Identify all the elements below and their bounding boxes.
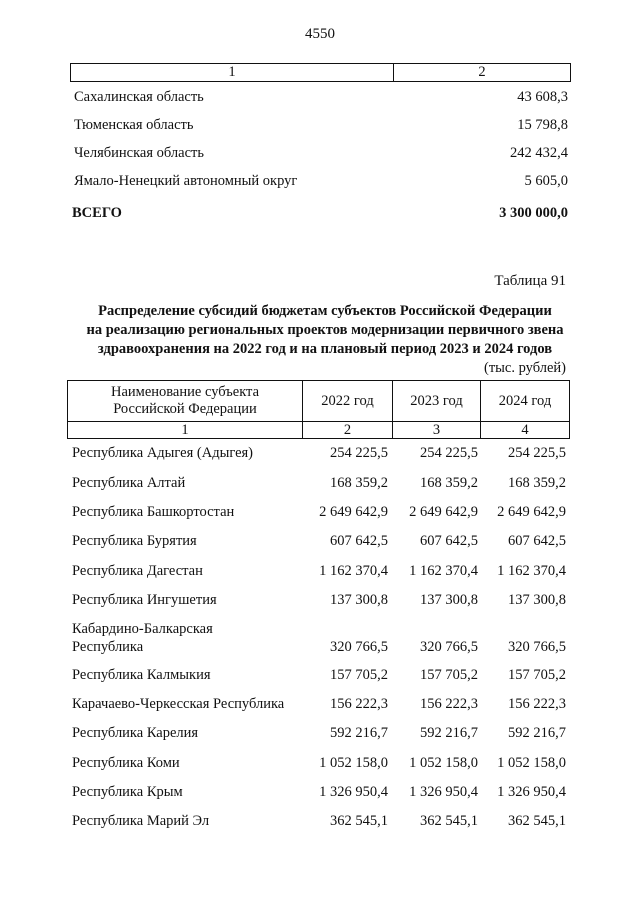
- value-2024: 592 216,7: [508, 725, 566, 741]
- amount: 5 605,0: [524, 173, 568, 189]
- region-name: Республика Адыгея (Адыгея): [72, 445, 254, 461]
- value-2023: 156 222,3: [420, 696, 478, 712]
- region-name: Республика Крым: [72, 784, 183, 800]
- header-2023: 2023 год: [393, 381, 481, 421]
- region-name: Республика Башкортостан: [72, 504, 235, 520]
- header-2022: 2022 год: [303, 381, 393, 421]
- col-number-3: 3: [393, 421, 481, 438]
- region-name: Республика Марий Эл: [72, 813, 210, 829]
- value-2024: 2 649 642,9: [497, 504, 566, 520]
- header-line: Российской Федерации: [113, 401, 257, 417]
- value-2023: 362 545,1: [420, 813, 478, 829]
- value-2023: 607 642,5: [420, 533, 478, 549]
- prev-table-col-2: 2: [478, 64, 486, 80]
- value-2022: 156 222,3: [330, 696, 388, 712]
- value-2024: 1 052 158,0: [497, 755, 566, 771]
- value-2023: 168 359,2: [420, 475, 478, 491]
- prev-table-col-1: 1: [71, 64, 394, 81]
- region-name: Тюменская область: [74, 117, 194, 133]
- page-number: 4550: [305, 26, 335, 42]
- value-2022: 320 766,5: [330, 639, 388, 655]
- value-2023: 254 225,5: [420, 445, 478, 461]
- value-2024: 156 222,3: [508, 696, 566, 712]
- value-2022: 137 300,8: [330, 592, 388, 608]
- table-row: [72, 620, 568, 658]
- total-label: ВСЕГО: [72, 205, 122, 221]
- prev-table-row: [74, 116, 568, 134]
- value-2023: 157 705,2: [420, 667, 478, 683]
- table-title-line: Распределение субсидий бюджетам субъектов Российской Федерации: [98, 303, 552, 319]
- units-note: (тыс. рублей): [484, 360, 566, 376]
- value-2023: 1 052 158,0: [409, 755, 478, 771]
- region-name: Республика Бурятия: [72, 533, 197, 549]
- value-2024: 168 359,2: [508, 475, 566, 491]
- col-number-2: 2: [303, 421, 393, 438]
- value-2022: 1 326 950,4: [319, 784, 388, 800]
- value-2024: 1 162 370,4: [497, 563, 566, 579]
- value-2022: 157 705,2: [330, 667, 388, 683]
- value-2022: 168 359,2: [330, 475, 388, 491]
- value-2023: 2 649 642,9: [409, 504, 478, 520]
- value-2023: 592 216,7: [420, 725, 478, 741]
- value-2022: 254 225,5: [330, 445, 388, 461]
- prev-table-total-row: [72, 204, 568, 222]
- region-name: Сахалинская область: [74, 89, 204, 105]
- prev-table-row: [74, 172, 568, 190]
- region-name: Республика Алтай: [72, 475, 186, 491]
- table91-header: [67, 380, 570, 439]
- amount: 43 608,3: [517, 89, 568, 105]
- value-2024: 254 225,5: [508, 445, 566, 461]
- header-line: Наименование субъекта: [110, 384, 260, 400]
- table-title-line: на реализацию региональных проектов модернизации первичного звена: [86, 322, 564, 338]
- value-2023: 1 162 370,4: [409, 563, 478, 579]
- region-name: Республика Коми: [72, 755, 180, 771]
- value-2024: 1 326 950,4: [497, 784, 566, 800]
- region-name: Карачаево-Черкесская Республика: [72, 696, 285, 712]
- prev-table-row: [74, 88, 568, 106]
- value-2022: 362 545,1: [330, 813, 388, 829]
- value-2023: 1 326 950,4: [409, 784, 478, 800]
- value-2024: 320 766,5: [508, 639, 566, 655]
- value-2022: 592 216,7: [330, 725, 388, 741]
- amount: 242 432,4: [510, 145, 568, 161]
- region-name: Республика Карелия: [72, 725, 199, 741]
- value-2023: 320 766,5: [420, 639, 478, 655]
- header-region-name: [68, 381, 303, 421]
- region-name: [72, 620, 302, 656]
- value-2022: 1 052 158,0: [319, 755, 388, 771]
- prev-table-header: [70, 63, 571, 82]
- region-name-line: Кабардино-Балкарская: [72, 621, 213, 637]
- value-2023: 137 300,8: [420, 592, 478, 608]
- prev-table-row: [74, 144, 568, 162]
- value-2024: 362 545,1: [508, 813, 566, 829]
- value-2024: 137 300,8: [508, 592, 566, 608]
- value-2024: 157 705,2: [508, 667, 566, 683]
- header-2024: 2024 год: [498, 392, 552, 409]
- amount: 15 798,8: [517, 117, 568, 133]
- value-2022: 2 649 642,9: [319, 504, 388, 520]
- col-number-1: 1: [68, 421, 303, 438]
- table-title: [40, 302, 610, 359]
- region-name-line: Республика: [72, 639, 144, 655]
- total-amount: 3 300 000,0: [499, 205, 568, 221]
- value-2022: 607 642,5: [330, 533, 388, 549]
- value-2022: 1 162 370,4: [319, 563, 388, 579]
- table-label: Таблица 91: [494, 273, 566, 289]
- table-title-line: здравоохранения на 2022 год и на плановый период 2023 и 2024 годов: [97, 341, 553, 357]
- col-number-4: 4: [481, 421, 569, 438]
- value-2024: 607 642,5: [508, 533, 566, 549]
- region-name: Республика Дагестан: [72, 563, 203, 579]
- region-name: Челябинская область: [74, 145, 204, 161]
- region-name: Республика Калмыкия: [72, 667, 211, 683]
- region-name: Республика Ингушетия: [72, 592, 217, 608]
- region-name: Ямало-Ненецкий автономный округ: [74, 173, 298, 189]
